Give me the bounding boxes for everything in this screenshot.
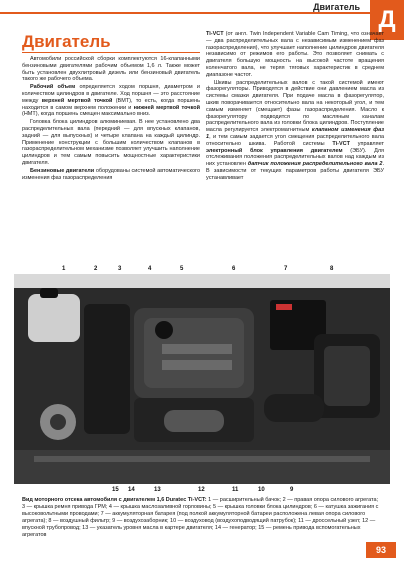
- paragraph: Автомобили российской сборки комплектуются 16-клапанными бензиновыми двигателями рабочим объемом 1,6 л. Также может быть установлен двухлитровый дизель или бензиновый двигатель такого же рабочего объема.: [22, 56, 200, 83]
- callout-2: 2: [94, 266, 98, 272]
- callout-14: 14: [128, 487, 135, 493]
- header-rule: [0, 12, 372, 14]
- paragraph: Головка блока цилиндров алюминиевая. В нее установлено два распределительных вала (передний — для впускных клапанов, задний — для выпускных) и четыре клапана на каждый цилиндр. Применение конструкции с большим количеством клапанов в газораспределительном механизме позволяет улучшить наполнение цилиндров и тем самым повысить мощностные характеристики двигателя.: [22, 119, 200, 166]
- text: (НМТ), когда поршень смещен максимально вниз.: [22, 111, 151, 118]
- callout-7: 7: [284, 266, 288, 272]
- caption-lead: Вид моторного отсека автомобиля с двигателем 1,6 Duratec Ti-VCT:: [22, 497, 207, 503]
- callout-10: 10: [258, 487, 265, 493]
- term: электронный блок управления двигателем: [206, 147, 343, 154]
- text: (ВМТ), то есть, когда поршень находится в самом верхнем положении и: [22, 97, 200, 111]
- text: (ЭБУ). Для отслеживания положения распределительных валов над каждым из них установлен: [206, 147, 385, 168]
- term: верхней мертвой точкой: [41, 97, 113, 104]
- callout-15: 15: [112, 487, 119, 493]
- term: клапаном изменения фаз 1: [206, 127, 385, 140]
- caption-text: 1 — расширительный бачок; 2 — правая опора силового агрегата; 3 — крышка ремня привода ГРМ; 4 — крышка маслозаливной горловины; 5 — крышка головки блока цилиндров; 6 — катушка зажигания с высоковольтными проводами; 7 — аккумуляторная батарея (под полкой аккумуляторной батареи расположена левая опора силового агрегата); 8 — воздушный фильтр; 9 — воздухозаборник; 10 — воздуховод (воздухоподводящий патрубок); 11 — дроссельный узел; 12 — впускной трубопровод; 13 — указатель уровня масла в картере двигателя; 14 — генератор; 15 — ремень привода вспомогательных агрегатов: [22, 497, 379, 538]
- term: Ti-VCT: [206, 31, 224, 37]
- engine-bay-illustration: [14, 274, 390, 484]
- text: оборудованы системой автоматического изменения фаз газораспределения: [22, 167, 200, 181]
- callout-9: 9: [290, 487, 294, 493]
- callout-5: 5: [180, 266, 184, 272]
- term: Бензиновые двигатели: [30, 167, 95, 174]
- left-column: [22, 56, 200, 182]
- text: управляет: [350, 140, 384, 147]
- page-number: 93: [366, 542, 396, 558]
- paragraph: [206, 31, 384, 79]
- term: Ti-VCT: [332, 140, 350, 147]
- text: , и тем самым задается угол смещения распределительного вала относительно шкива. Работой системы: [206, 133, 384, 147]
- paragraph: [206, 80, 384, 182]
- text: определяется ходом поршня, диаметром и количеством цилиндров в двигателе. Ход поршня — это расстояние между: [22, 84, 200, 104]
- figure-caption: [22, 497, 382, 539]
- text: (от англ. Twin Independent Variable Cam Timing, что означает — два распределительных вала с независимым изменением фаз газораспределения), что улучшает наполнение цилиндров двигателя независимо от режимов его работы. Это позволяет снимать с двигателя большую мощность на высокой частоте вращения коленчатого вала, не теряя тяговых характеристик в среднем диапазоне частот.: [206, 31, 384, 78]
- term: датчик положения распределительного вала 2: [247, 161, 383, 168]
- callout-1: 1: [62, 266, 66, 272]
- paragraph: [22, 84, 200, 118]
- right-column: [206, 31, 384, 183]
- engine-bay-photo: [14, 274, 390, 484]
- callout-11: 11: [232, 487, 239, 493]
- callout-8: 8: [330, 266, 334, 272]
- term: Рабочий объем: [30, 84, 76, 91]
- text: . В зависимости от текущих параметров работы двигателя ЭБУ устанавливает: [206, 161, 384, 181]
- paragraph: [22, 168, 200, 182]
- callout-6: 6: [232, 266, 236, 272]
- callout-12: 12: [198, 487, 205, 493]
- chapter-tab: Д: [370, 0, 404, 40]
- text: Шкивы распределительных валов с такой системой имеют фазорегуляторы. Приводятся в действие они давлением масла из системы смазки двигателя. При подаче масла в фазорегулятор, шкив поворачивается относительно вала на некоторый угол, и тем самым изменяет (смещает) фазы газораспределения. Масло к фазорегулятору подводится по масляным каналам распределительного вала из головки блока цилиндров. Поступление масла регулируется электромагнитным: [206, 79, 384, 134]
- callout-3: 3: [118, 266, 122, 272]
- term: нижней мертвой точкой: [133, 104, 200, 111]
- callout-13: 13: [154, 487, 161, 493]
- section-label: Двигатель: [313, 2, 360, 12]
- page-title: Двигатель: [22, 32, 111, 51]
- callout-4: 4: [148, 266, 152, 272]
- title-underline: [22, 52, 200, 53]
